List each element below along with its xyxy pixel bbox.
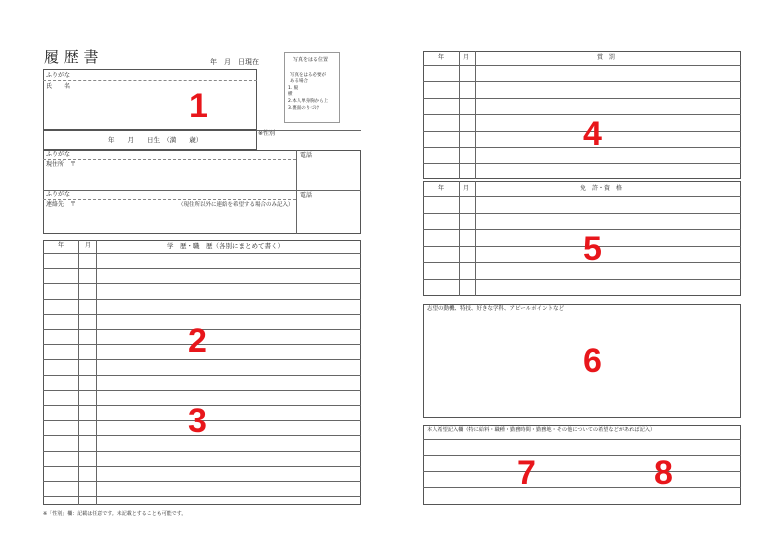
- awards-month-header: 月: [463, 54, 470, 61]
- photo-line: 2.本人単身胸から上: [288, 99, 329, 104]
- history-title: 学 歴・職 歴（各別にまとめて書く）: [167, 242, 284, 250]
- photo-line: 写真をはる必要が: [290, 73, 326, 78]
- table-row-line: [43, 466, 361, 467]
- contact-furigana-label: ふりがな: [46, 191, 71, 198]
- table-row-line: [43, 451, 361, 452]
- table-row-line: [43, 253, 361, 254]
- licenses-title: 免 許・資 格: [580, 185, 623, 192]
- licenses-month-header: 月: [463, 185, 470, 192]
- table-row-line: [423, 131, 741, 132]
- name-box[interactable]: [43, 69, 257, 130]
- photo-line: 横: [288, 92, 293, 97]
- table-row-line: [423, 262, 741, 263]
- document-title: 履 歴 書: [44, 48, 99, 66]
- table-row-line: [423, 163, 741, 164]
- gender-label: ※性別: [258, 130, 276, 137]
- table-row-line: [423, 246, 741, 247]
- name-furigana-label: ふりがな: [46, 72, 71, 79]
- marker-5: 5: [583, 230, 602, 268]
- table-row-line: [423, 81, 741, 82]
- table-row-line: [43, 481, 361, 482]
- table-row-line: [423, 229, 741, 230]
- table-row-line: [423, 114, 741, 115]
- wishes-box[interactable]: [423, 425, 741, 505]
- table-row-line: [423, 98, 741, 99]
- table-row-line: [43, 390, 361, 391]
- awards-title: 賞 罰: [597, 54, 616, 61]
- table-row-line: [43, 496, 361, 497]
- table-row-line: [43, 283, 361, 284]
- phone2-label: 電話: [300, 192, 313, 199]
- current-address-label: 現住所 〒: [46, 161, 77, 168]
- motivation-title: 志望の動機、特技、好きな学科、アピールポイントなど: [427, 306, 565, 312]
- table-row-line: [423, 65, 741, 66]
- photo-line: 1. 縦: [288, 86, 299, 91]
- photo-line: ある場合: [290, 79, 308, 84]
- marker-1: 1: [189, 87, 208, 125]
- marker-8: 8: [654, 454, 673, 492]
- table-row-line: [423, 196, 741, 197]
- contact-address-label: 連絡先 〒: [46, 201, 77, 208]
- contact-note: （現住所以外に連絡を希望する場合のみ記入）: [178, 202, 294, 208]
- date-label: 年 月 日現在: [210, 58, 259, 66]
- marker-7: 7: [517, 454, 536, 492]
- marker-6: 6: [583, 342, 602, 380]
- table-row-line: [43, 268, 361, 269]
- licenses-year-header: 年: [438, 185, 445, 192]
- table-row-line: [423, 213, 741, 214]
- address-furigana-label: ふりがな: [46, 151, 71, 158]
- table-row-line: [423, 147, 741, 148]
- table-row-line: [423, 279, 741, 280]
- birth-label: 年 月 日生 （満 歳）: [108, 136, 203, 144]
- name-label: 氏 名: [46, 83, 71, 90]
- motivation-box[interactable]: [423, 304, 741, 418]
- phone-label: 電話: [300, 152, 313, 159]
- table-row-line: [43, 375, 361, 376]
- marker-4: 4: [583, 115, 602, 153]
- footnote: ※「性別」欄：記載は任意です。未記載とすることも可能です。: [43, 511, 187, 517]
- photo-line: 3.裏面のりづけ: [288, 106, 320, 111]
- marker-2: 2: [188, 322, 207, 360]
- table-row-line: [43, 299, 361, 300]
- history-month-header: 月: [85, 242, 92, 249]
- marker-3: 3: [188, 402, 207, 440]
- photo-title: 写真をはる位置: [293, 57, 329, 63]
- table-row-line: [43, 314, 361, 315]
- wishes-title: 本人希望記入欄（特に給料・職種・勤務時間・勤務地・その他についての希望などがあれば記入）: [427, 427, 656, 433]
- photo-area: [284, 52, 340, 123]
- address-box[interactable]: [43, 150, 361, 234]
- history-year-header: 年: [58, 242, 65, 249]
- awards-year-header: 年: [438, 54, 445, 61]
